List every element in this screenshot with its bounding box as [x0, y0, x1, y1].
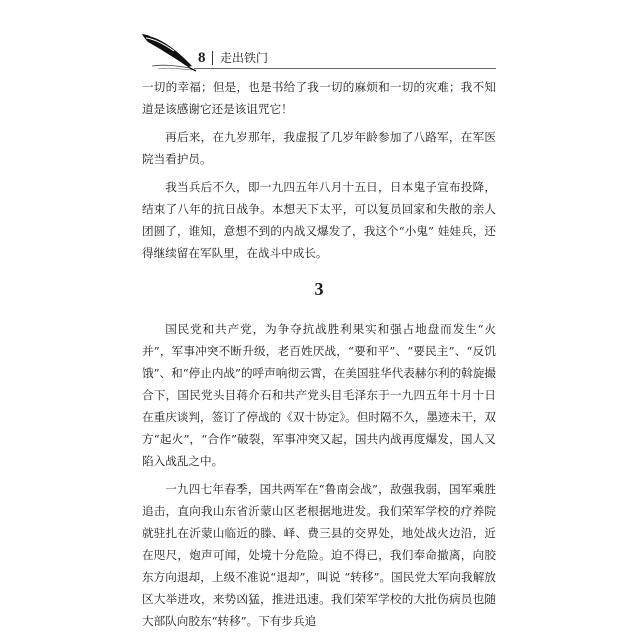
section-number: 3 [314, 279, 324, 299]
page-header [138, 30, 494, 72]
paragraph: 一九四七年春季，国共两军在“鲁南会战”，敌强我弱，国军乘胜追击，直向我山东省沂蒙山区老根据地进发。我们荣军学校的疗养院就驻扎在沂蒙山临近的滕、峄、费三县的交界处，地处战火边沿，近在咫尺，炮声可闻，处境十分危险。迫不得已，我们奉命撤离，向胶东方向退却，上级不准说“退却”，叫说 “转移”。国民党大军向我解放区大举进攻，来势凶猛，推进迅速。我们荣军学校的大批伤病员也随大部队向胶东“转移”。下有步兵追 [142, 482, 496, 628]
body-text [142, 76, 496, 638]
paragraph: 我当兵后不久，即一九四五年八月十五日，日本鬼子宣布投降，结束了八年的抗日战争。本想天下太平，可以复员回家和失散的亲人团圆了，谁知，意想不到的内战又爆发了，我这个“小鬼” 娃娃兵，还得继续留在军队里，在战斗中成长。 [142, 180, 496, 260]
paragraph: 再后来，在九岁那年，我虚报了几岁年龄参加了八路军，在军医院当看护员。 [142, 130, 496, 166]
book-title: 走出铁门 [220, 51, 269, 65]
paragraph: 一切的幸福；但是，也是书给了我一切的麻烦和一切的灾难；我不知道是该感谢它还是该诅咒它！ [142, 80, 496, 116]
page-number: 8 [198, 50, 206, 66]
header-rule [194, 68, 496, 69]
paragraph: 国民党和共产党，为争夺抗战胜利果实和强占地盘而发生“火并”，军事冲突不断升级，老百姓厌战，“要和平”、“要民主”、“反饥饿”、和“停止内战”的呼声响彻云霄，在美国驻华代表赫尔利的斡旋撮合下，国民党头目蒋介石和共产党头目毛泽东于一九四五年十月十日在重庆谈判，签订了停战的《双十协定》。但时隔不久，墨迹未干，双方“起火”，“合作”破裂，军事冲突又起，国共内战再度爆发，国人又陷入战乱之中。 [142, 322, 497, 468]
header-divider [212, 51, 213, 65]
